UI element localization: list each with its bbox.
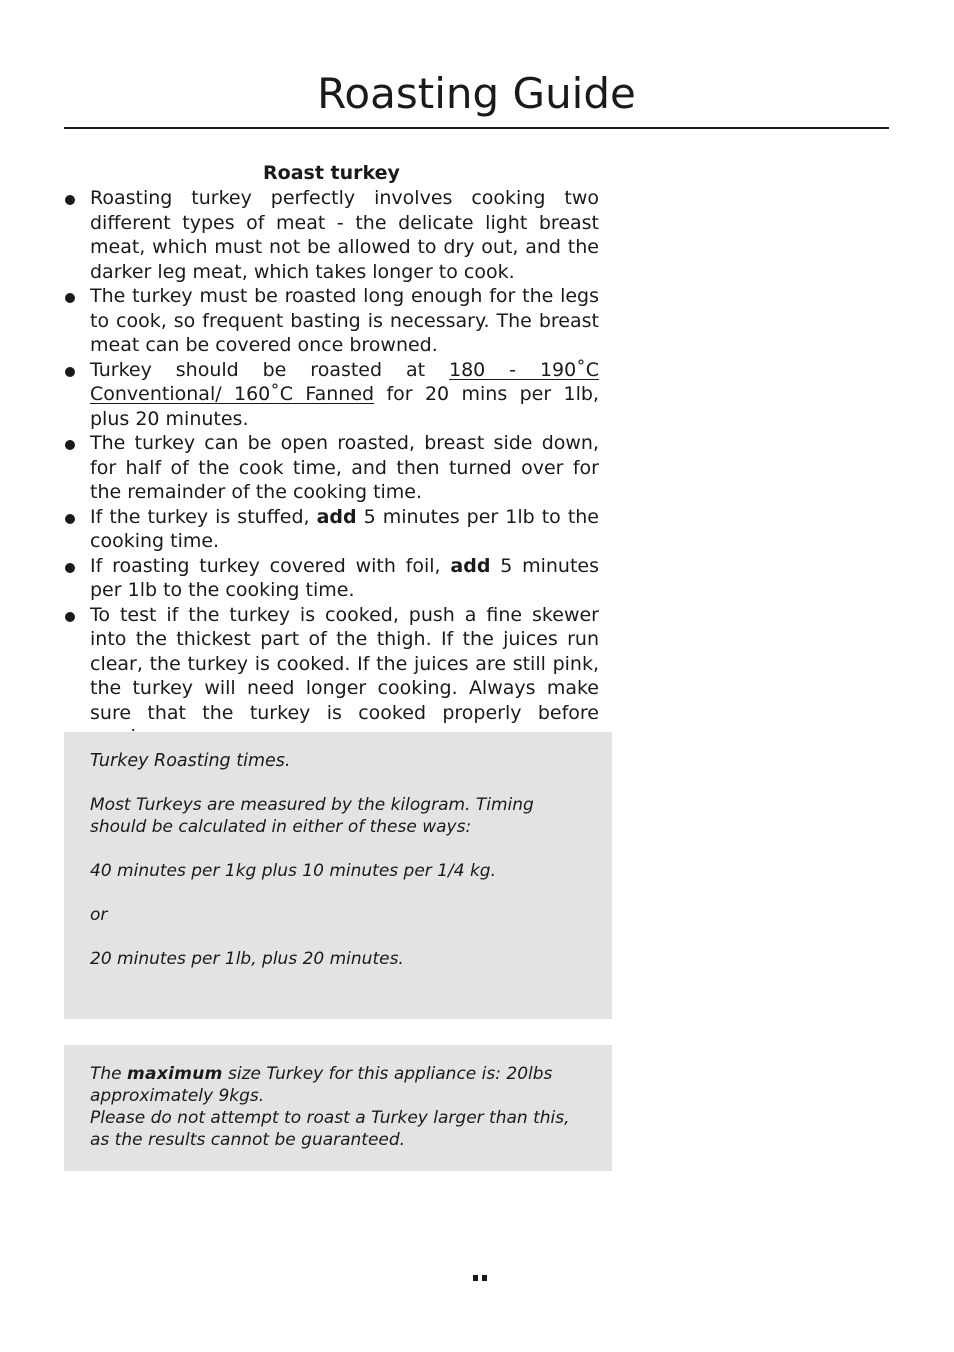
- list-item: [64, 505, 599, 554]
- maximum-size-note: [90, 1063, 586, 1107]
- roasting-times-or: or: [90, 905, 108, 925]
- maximum-size-warning: Please do not attempt to roast a Turkey larger than this, as the results cannot be guaranteed.: [90, 1108, 570, 1150]
- roasting-times-intro: Most Turkeys are measured by the kilogram. Timing should be calculated in either of these ways:: [90, 795, 534, 837]
- maximum-emphasis: maximum: [127, 1064, 223, 1084]
- list-item: [64, 603, 599, 750]
- tip-text: The turkey must be roasted long enough for the legs to cook, so frequent basting is necessary. The breast meat can be covered once browned.: [90, 285, 599, 356]
- tip-text-before: Turkey should be roasted at: [90, 358, 449, 381]
- roasting-times-box: [64, 732, 612, 1019]
- title-divider: [64, 127, 889, 129]
- roasting-tips-list: [64, 186, 599, 750]
- emphasis-add: add: [450, 554, 491, 577]
- tip-text-before: If the turkey is stuffed,: [90, 505, 317, 528]
- temperature-setting: 180 - 190˚C Conventional/ 160˚C Fanned: [90, 358, 599, 405]
- tip-text-after: 5 minutes per 1lb to the cooking time.: [90, 554, 600, 601]
- bullet-icon: [65, 514, 75, 524]
- tip-text: The turkey can be open roasted, breast side down, for half of the cook time, and then turned over for the remainder of the cooking time.: [90, 432, 599, 503]
- roasting-times-option-lb: 20 minutes per 1lb, plus 20 minutes.: [90, 949, 404, 969]
- list-item: [64, 186, 599, 284]
- tip-text: Roasting turkey perfectly involves cooking two different types of meat - the delicate light breast meat, which must not be allowed to dry out, and the darker leg meat, which takes longer to cook.: [90, 187, 599, 283]
- section-heading: Roast turkey: [263, 162, 400, 184]
- roasting-times-option-kg: 40 minutes per 1kg plus 10 minutes per 1/4 kg.: [90, 861, 496, 881]
- bullet-icon: [65, 367, 75, 377]
- roasting-times-heading: Turkey Roasting times.: [90, 751, 291, 771]
- emphasis-add: add: [316, 505, 357, 528]
- list-item: [64, 358, 599, 432]
- tip-text: To test if the turkey is cooked, push a fine skewer into the thickest part of the thigh. If the juices run clear, the turkey is cooked. If the juices are still pink, the turkey will need longer cooking. Always make sure that the turkey is cooked properly before: [90, 603, 599, 724]
- tip-text-after: 5 minutes per 1lb to the cooking time.: [90, 505, 599, 552]
- list-item: [64, 554, 599, 603]
- list-item: [64, 284, 599, 358]
- marker-dot: [482, 1275, 487, 1281]
- marker-dot: [473, 1275, 478, 1281]
- list-item: [64, 431, 599, 505]
- tip-text-after: for 20 mins per 1lb, plus 20 minutes.: [90, 383, 599, 430]
- maximum-prefix: The: [90, 1064, 128, 1084]
- maximum-size-box: [64, 1045, 612, 1171]
- bullet-icon: [65, 612, 75, 622]
- maximum-suffix: size Turkey for this appliance is: 20lbs approximately 9kgs.: [90, 1064, 553, 1106]
- bullet-icon: [65, 195, 75, 205]
- page-title: Roasting Guide: [317, 69, 636, 118]
- bullet-icon: [65, 440, 75, 450]
- bullet-icon: [65, 293, 75, 303]
- tip-text-before: If roasting turkey covered with foil,: [90, 554, 451, 577]
- bullet-icon: [65, 563, 75, 573]
- page-number-marker: [473, 1275, 487, 1281]
